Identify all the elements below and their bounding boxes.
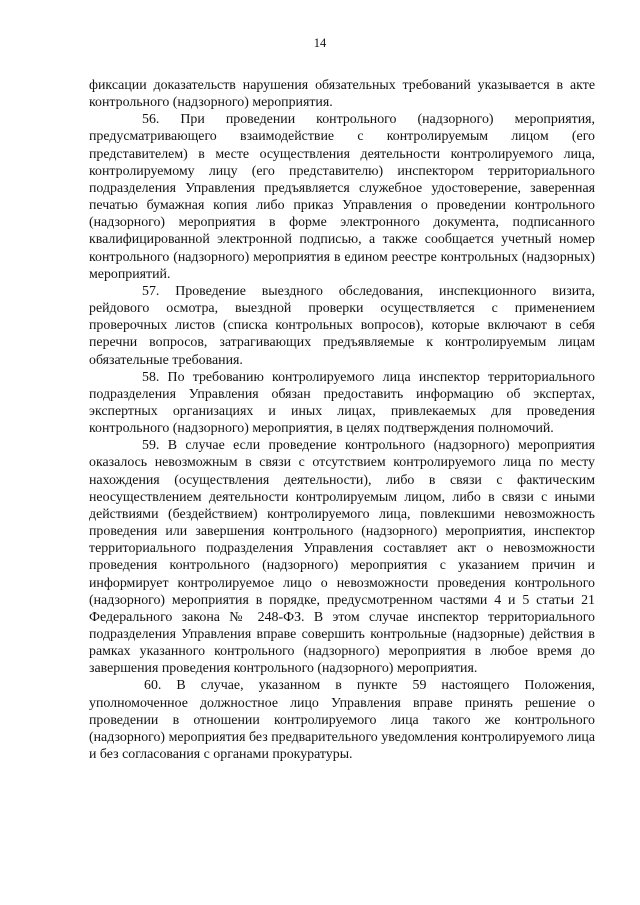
page-number: 14 [313, 36, 327, 50]
document-body [89, 77, 595, 763]
paragraph-continuation: фиксации доказательств нарушения обязательных требований указывается в акте контрольного (надзорного) мероприятия. [89, 78, 595, 111]
paragraph-56: 56. При проведении контрольного (надзорного) мероприятия, предусматривающего взаимодействие с контролируемым лицом (его представителем) в месте осуществления деятельности контролируемого лица, контролируемому лицу (его представителю) инспектором территориального подразделения Управления предъявляется служебное удостоверение, заверенная печатью бумажная копия либо приказ Управления о проведении контрольного (надзорного) мероприятия в форме электронного документа, подписанного квалифицированной электронной подписью, а также сообщается учетный номер контрольного (надзорного) мероприятия в едином реестре контрольных (надзорных) мероприятий. [89, 112, 595, 282]
paragraph-58: 58. По требованию контролируемого лица инспектор территориального подразделения Управления обязан предоставить информацию об экспертах, экспертных организациях и иных лицах, привлекаемых для проведения контрольного (надзорного) мероприятия, в целях подтверждения полномочий. [89, 369, 595, 437]
paragraph-59: 59. В случае если проведение контрольного (надзорного) мероприятия оказалось невозможным в связи с отсутствием контролируемого лица по месту нахождения (осуществления деятельности), либо в связи с фактическим неосуществлением деятельности контролируемым лицом, либо в связи с иными действиями (бездействием) контролируемого лица, повлекшими невозможность проведения или завершения контрольного (надзорного) мероприятия, инспектор территориального подразделения Управления составляет акт о невозможности проведения контрольного (надзорного) мероприятия с указанием причин и информирует контролируемое лицо о невозможности проведения контрольного (надзорного) мероприятия в порядке, предусмотренном частями 4 и 5 статьи 21 Федерального закона № 248-ФЗ. В этом случае инспектор территориального подразделения Управления вправе совершить контрольные (надзорные) действия в рамках указанного контрольного (надзорного) мероприятия в любое время до завершения проведения контрольного (надзорного) мероприятия. [89, 438, 595, 677]
paragraph-60: 60. В случае, указанном в пункте 59 настоящего Положения, уполномоченное должностное лицо Управления вправе принять решение о проведении в отношении контролируемого лица такого же контрольного (надзорного) мероприятия без предварительного уведомления контролируемого лица и без согласования с органами прокуратуры. [89, 678, 595, 763]
paragraph-57: 57. Проведение выездного обследования, инспекционного визита, рейдового осмотра, выездной проверки осуществляется с применением проверочных листов (списка контрольных вопросов), которые включают в себя перечни вопросов, затрагивающих предъявляемые к контролируемым лицам обязательные требования. [89, 283, 595, 368]
